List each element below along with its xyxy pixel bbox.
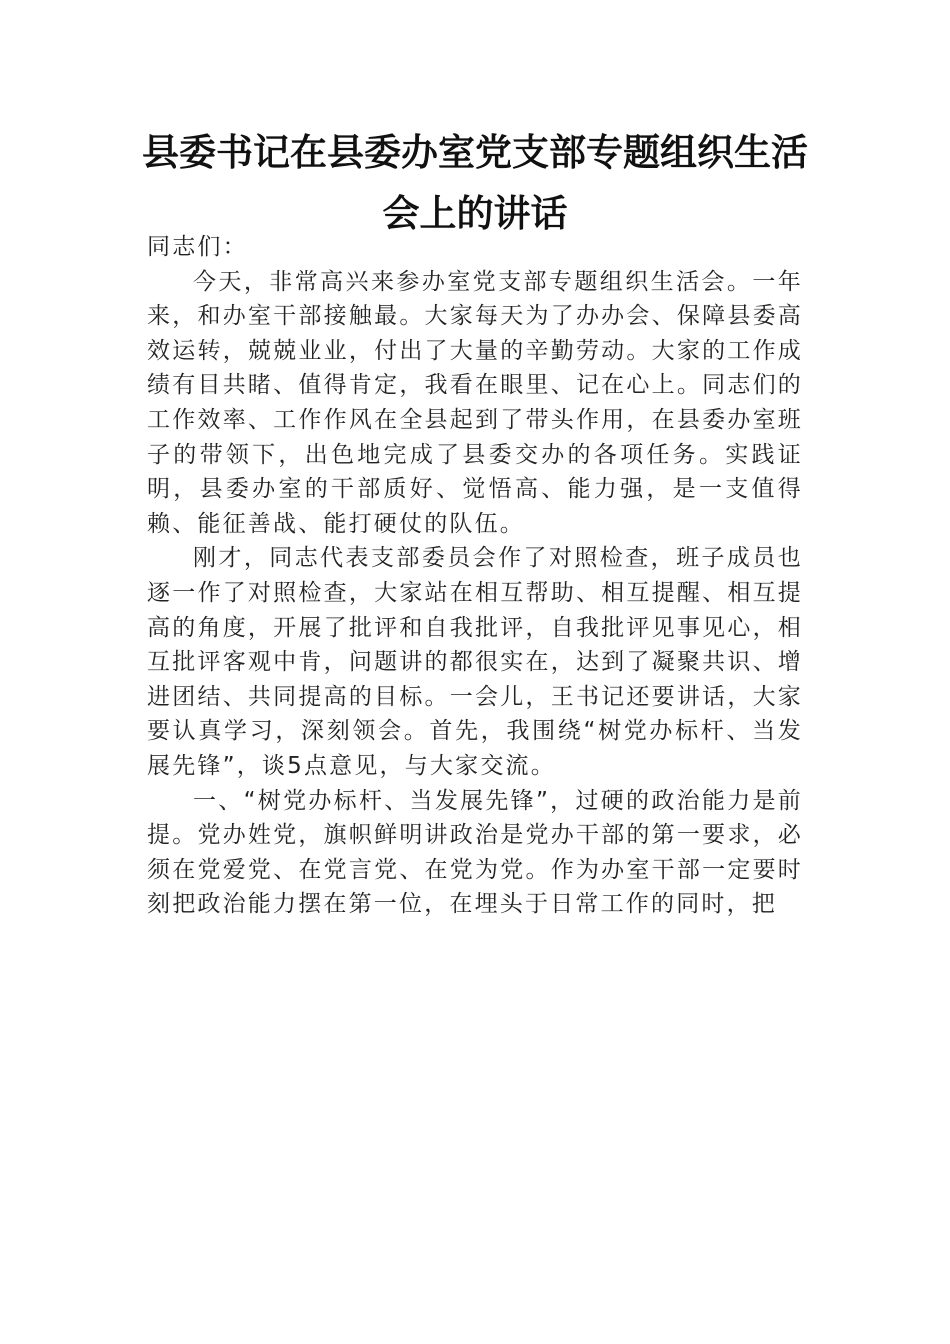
document-title (140, 122, 810, 244)
paragraph-2: 刚才，同志代表支部委员会作了对照检查，班子成员也逐一作了对照检查，大家站在相互帮助、相互提醒、相互提高的角度，开展了批评和自我批评，自我批评见事见心，相互批评客观中肯，问题讲的都很实在，达到了凝聚共识、增进团结、共同提高的目标。一会儿，王书记还要讲话，大家要认真学习，深刻领会。首先，我围绕“树党办标杆、当发展先锋”，谈5点意见，与大家交流。 (147, 545, 803, 779)
title-line-1: 县委书记在县委办室党支部专题组织生活 (142, 130, 808, 174)
paragraph-1: 今天，非常高兴来参办室党支部专题组织生活会。一年来，和办室干部接触最。大家每天为了办办会、保障县委高效运转，兢兢业业，付出了大量的辛勤劳动。大家的工作成绩有目共睹、值得肯定，我看在眼里、记在心上。同志们的工作效率、工作作风在全县起到了带头作用，在县委办室班子的带领下，出色地完成了县委交办的各项任务。实践证明，县委办室的干部质好、觉悟高、能力强，是一支值得赖、能征善战、能打硬仗的队伍。 (147, 268, 803, 537)
document-body (147, 230, 803, 922)
title-line-2: 会上的讲话 (382, 191, 568, 235)
salutation: 同志们： (147, 234, 248, 260)
paragraph-3: 一、“树党办标杆、当发展先锋”，过硬的政治能力是前提。党办姓党，旗帜鲜明讲政治是党办干部的第一要求，必须在党爱党、在党言党、在党为党。作为办室干部一定要时刻把政治能力摆在第一位，在埋头于日常工作的同时，把 (147, 787, 803, 918)
